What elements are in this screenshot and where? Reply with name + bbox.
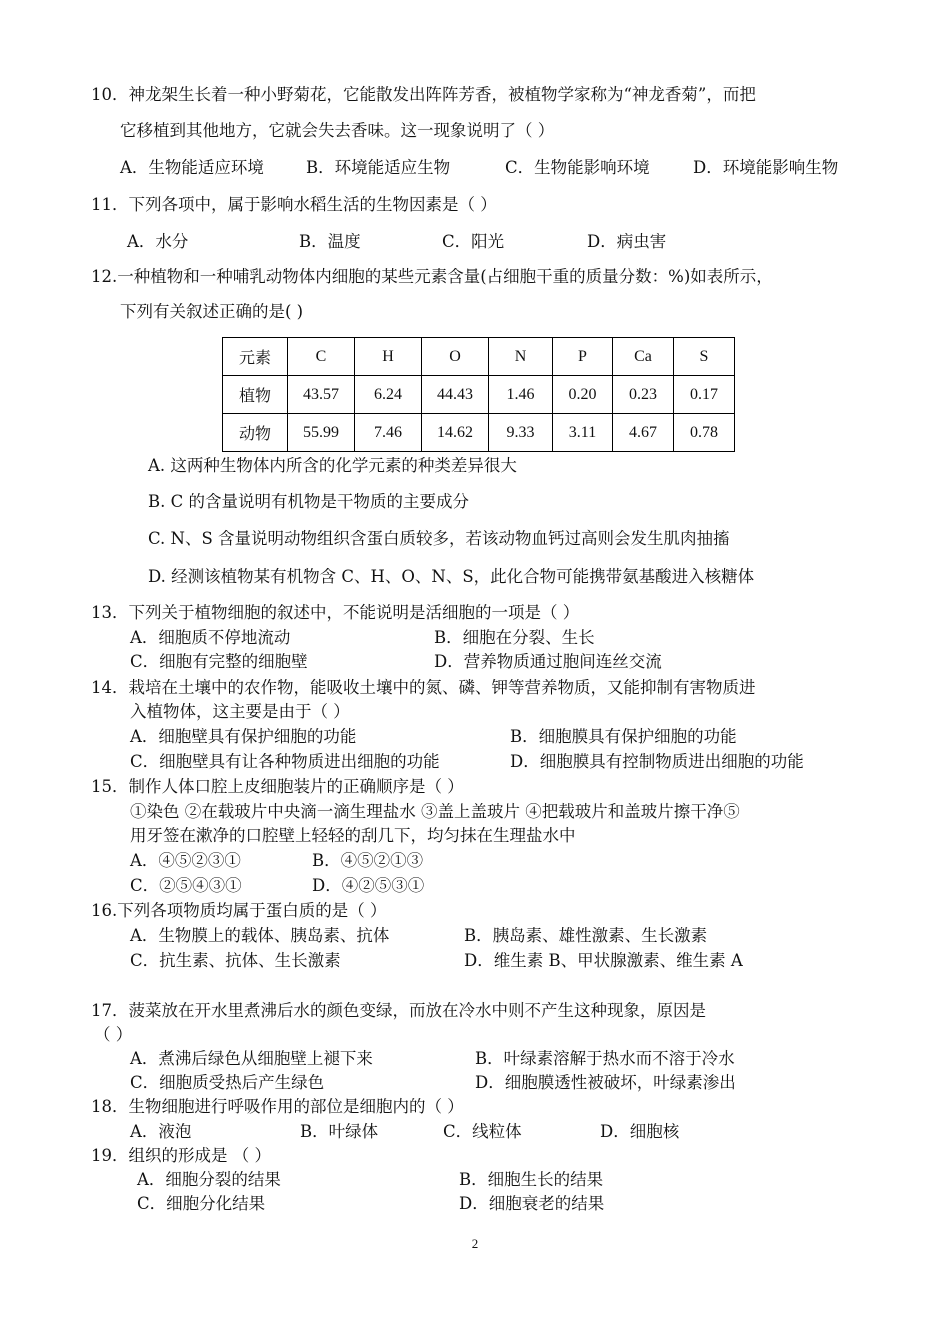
page-number: 2 — [471, 1236, 479, 1251]
q15-stem: 15．制作人体口腔上皮细胞装片的正确顺序是（ ） — [91, 777, 464, 796]
table-header-cell: H — [355, 338, 422, 376]
q19-option-b: B．细胞生长的结果 — [459, 1170, 604, 1189]
q14-option-c: C．细胞壁具有让各种物质进出细胞的功能 — [130, 752, 440, 771]
table-header-cell: 元素 — [223, 338, 288, 376]
q11-option-a: A．水分 — [127, 232, 189, 251]
q10-stem-line1: 10．神龙架生长着一种小野菊花，它能散发出阵阵芳香，被植物学家称为“神龙香菊”，而把 — [91, 85, 756, 104]
q15-option-d: D．④②⑤③① — [312, 876, 425, 895]
q13-option-d: D．营养物质通过胞间连丝交流 — [434, 652, 662, 671]
table-header-cell: P — [553, 338, 613, 376]
q13-option-b: B．细胞在分裂、生长 — [434, 628, 595, 647]
table-cell: 植物 — [223, 376, 288, 414]
q14-option-a: A．细胞壁具有保护细胞的功能 — [130, 727, 357, 746]
table-cell: 动物 — [223, 414, 288, 452]
q11-option-d: D．病虫害 — [587, 232, 667, 251]
q13-stem: 13．下列关于植物细胞的叙述中，不能说明是活细胞的一项是（ ） — [91, 603, 580, 622]
q19-option-a: A．细胞分裂的结果 — [137, 1170, 281, 1189]
q12-stem-line1: 12.一种植物和一种哺乳动物体内细胞的某些元素含量(占细胞干重的质量分数：%)如表所示， — [91, 267, 773, 286]
q11-stem: 11．下列各项中，属于影响水稻生活的生物因素是（ ） — [91, 195, 497, 214]
table-cell: 6.24 — [355, 376, 422, 414]
q10-option-a: A．生物能适应环境 — [120, 158, 264, 177]
q15-option-c: C．②⑤④③① — [130, 876, 242, 895]
q18-option-b: B．叶绿体 — [300, 1122, 379, 1141]
q14-stem-line1: 14．栽培在土壤中的农作物，能吸收土壤中的氮、磷、钾等营养物质，又能抑制有害物质进 — [91, 678, 756, 697]
q11-option-b: B．温度 — [299, 232, 361, 251]
q19-stem: 19．组织的形成是 （ ） — [91, 1146, 271, 1165]
q17-option-c: C．细胞质受热后产生绿色 — [130, 1073, 325, 1092]
q10-option-b: B．环境能适应生物 — [306, 158, 451, 177]
q12-option-c: C. N、S 含量说明动物组织含蛋白质较多，若该动物血钙过高则会发生肌肉抽搐 — [148, 529, 730, 548]
q16-option-d: D．维生素 B、甲状腺激素、维生素 A — [464, 951, 743, 970]
q10-option-d: D．环境能影响生物 — [693, 158, 839, 177]
q18-option-c: C．线粒体 — [443, 1122, 522, 1141]
q13-option-a: A．细胞质不停地流动 — [130, 628, 291, 647]
q15-steps-line2: 用牙签在漱净的口腔壁上轻轻的刮几下，均匀抹在生理盐水中 — [130, 826, 576, 845]
q12-option-a: A. 这两种生物体内所含的化学元素的种类差异很大 — [148, 456, 517, 475]
table-header-cell: O — [422, 338, 489, 376]
q17-option-d: D．细胞膜透性被破坏，叶绿素渗出 — [475, 1073, 736, 1092]
q15-option-a: A．④⑤②③① — [130, 851, 241, 870]
element-content-table — [222, 337, 735, 452]
table-cell: 3.11 — [553, 414, 613, 452]
table-row — [223, 376, 735, 414]
table-cell: 1.46 — [489, 376, 553, 414]
q19-option-d: D．细胞衰老的结果 — [459, 1194, 605, 1213]
q14-option-d: D．细胞膜具有控制物质进出细胞的功能 — [510, 752, 804, 771]
table-cell: 7.46 — [355, 414, 422, 452]
table-header-cell: S — [674, 338, 735, 376]
table-header-cell: N — [489, 338, 553, 376]
table-cell: 9.33 — [489, 414, 553, 452]
table-header-cell: Ca — [613, 338, 674, 376]
table-header-cell: C — [288, 338, 355, 376]
table-cell: 0.20 — [553, 376, 613, 414]
q15-option-b: B．④⑤②①③ — [312, 851, 424, 870]
table-cell: 55.99 — [288, 414, 355, 452]
q10-stem-line2: 它移植到其他地方，它就会失去香味。这一现象说明了（ ） — [120, 121, 555, 140]
table-cell: 0.78 — [674, 414, 735, 452]
table-cell: 0.23 — [613, 376, 674, 414]
q14-stem-line2: 入植物体，这主要是由于（ ） — [130, 702, 350, 721]
table-header-row — [223, 338, 735, 376]
q17-stem-line2: （ ） — [94, 1025, 133, 1044]
q16-option-b: B．胰岛素、雄性激素、生长激素 — [464, 926, 708, 945]
q18-stem: 18．生物细胞进行呼吸作用的部位是细胞内的（ ） — [91, 1097, 464, 1116]
q10-option-c: C．生物能影响环境 — [505, 158, 650, 177]
q18-option-a: A．液泡 — [130, 1122, 192, 1141]
q18-option-d: D．细胞核 — [600, 1122, 680, 1141]
table-cell: 43.57 — [288, 376, 355, 414]
q16-option-a: A．生物膜上的载体、胰岛素、抗体 — [130, 926, 390, 945]
q12-option-d: D. 经测该植物某有机物含 C、H、O、N、S，此化合物可能携带氨基酸进入核糖体 — [148, 567, 755, 586]
q17-option-b: B．叶绿素溶解于热水而不溶于冷水 — [475, 1049, 735, 1068]
table-cell: 44.43 — [422, 376, 489, 414]
q17-option-a: A．煮沸后绿色从细胞壁上褪下来 — [130, 1049, 373, 1068]
table-row — [223, 414, 735, 452]
q19-option-c: C．细胞分化结果 — [137, 1194, 266, 1213]
q12-stem-line2: 下列有关叙述正确的是( ) — [120, 302, 304, 321]
table-cell: 4.67 — [613, 414, 674, 452]
q17-stem-line1: 17．菠菜放在开水里煮沸后水的颜色变绿，而放在冷水中则不产生这种现象，原因是 — [91, 1001, 706, 1020]
q12-option-b: B. C 的含量说明有机物是干物质的主要成分 — [148, 492, 469, 511]
q14-option-b: B．细胞膜具有保护细胞的功能 — [510, 727, 737, 746]
q16-option-c: C．抗生素、抗体、生长激素 — [130, 951, 341, 970]
q11-option-c: C．阳光 — [442, 232, 505, 251]
table-cell: 14.62 — [422, 414, 489, 452]
table-cell: 0.17 — [674, 376, 735, 414]
q15-steps-line1: ①染色 ②在载玻片中央滴一滴生理盐水 ③盖上盖玻片 ④把载玻片和盖玻片擦干净⑤ — [130, 802, 740, 821]
q13-option-c: C．细胞有完整的细胞壁 — [130, 652, 308, 671]
q16-stem: 16.下列各项物质均属于蛋白质的是（ ） — [91, 901, 387, 920]
